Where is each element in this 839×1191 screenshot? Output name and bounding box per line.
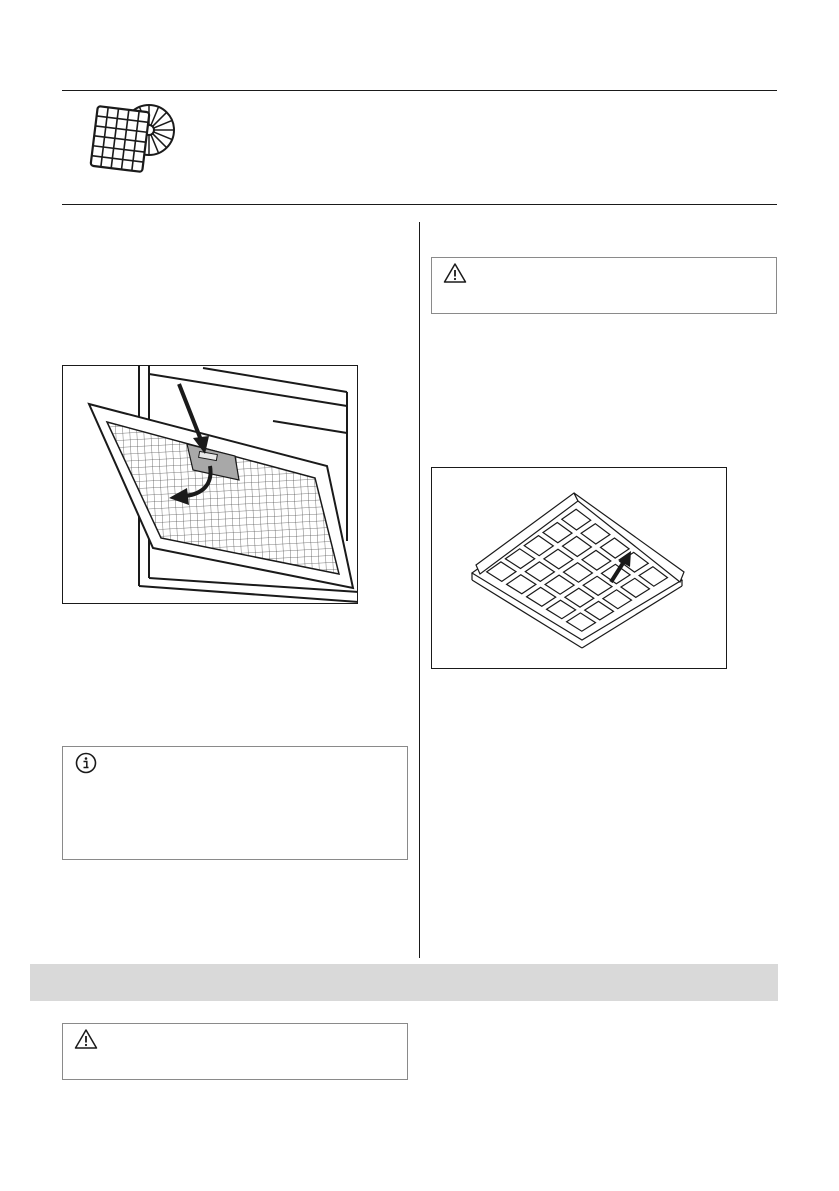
warning-box-bottom: [62, 1023, 408, 1080]
info-note-box: [62, 746, 408, 860]
grease-filter-removal-figure: [62, 365, 358, 604]
charcoal-filter-frame-figure: [431, 467, 727, 669]
section-divider-rule: [62, 204, 777, 205]
column-divider: [419, 222, 420, 958]
warning-box-top: [431, 257, 777, 314]
warning-triangle-icon: [443, 262, 467, 284]
grease-and-charcoal-filter-icon: [80, 97, 180, 179]
warning-triangle-icon: [74, 1028, 98, 1050]
info-circle-icon: [75, 752, 97, 774]
top-rule: [62, 90, 777, 91]
section-heading-band: [30, 964, 778, 1001]
